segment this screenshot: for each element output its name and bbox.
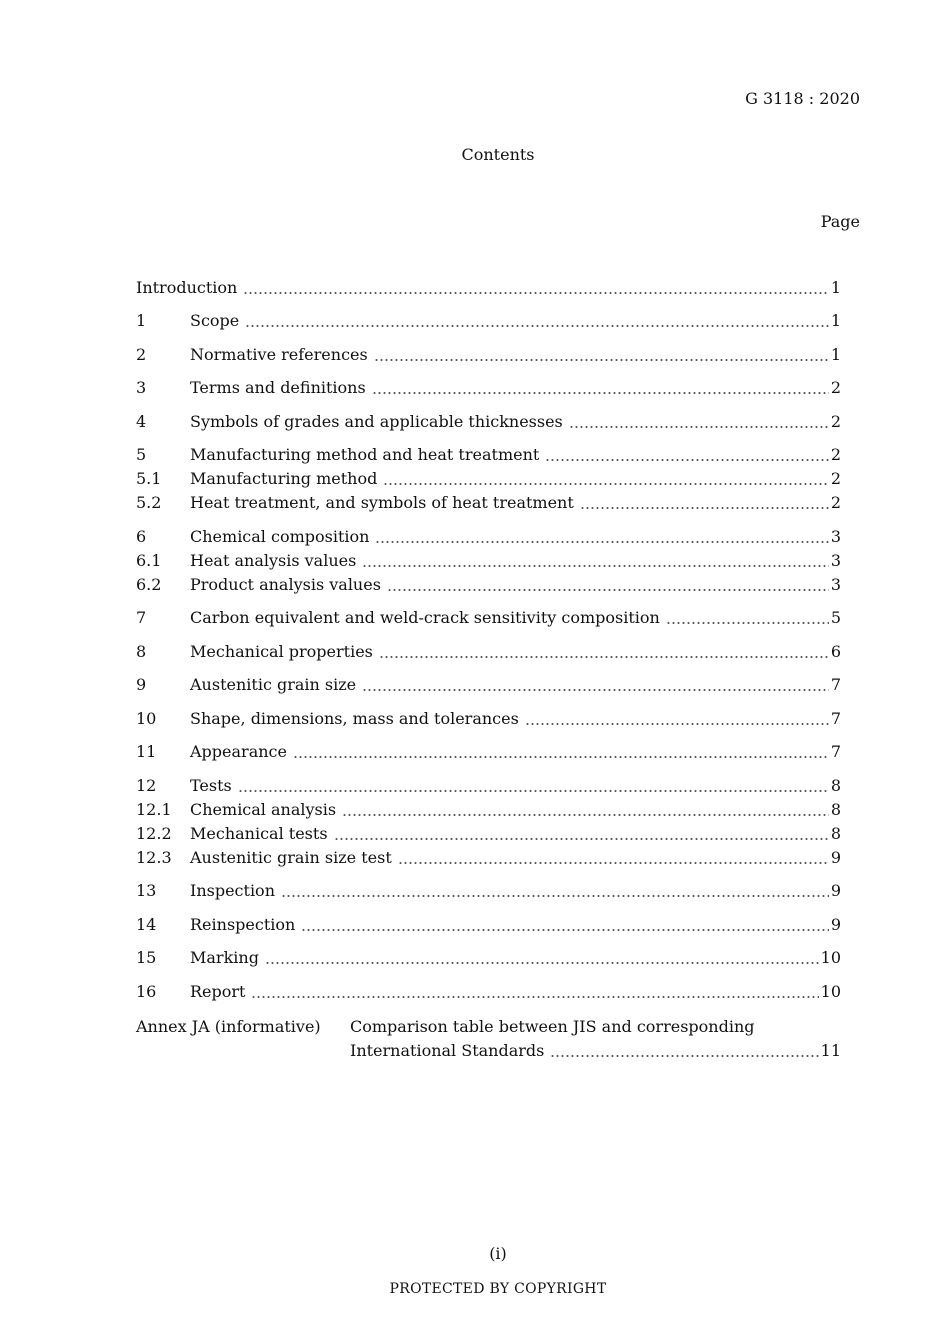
toc-entry[interactable] xyxy=(136,742,841,762)
toc-entry[interactable] xyxy=(136,469,841,489)
toc-entry-number: 5 xyxy=(136,445,147,464)
toc-entry-title: Marking xyxy=(190,948,259,967)
toc-entry-number: 1 xyxy=(136,311,147,330)
toc-entry-page: 9 xyxy=(830,848,841,867)
dot-leader xyxy=(238,776,829,796)
toc-entry-page: 1 xyxy=(830,345,841,364)
page-title: Contents xyxy=(461,145,535,164)
toc-entry-number: 15 xyxy=(136,948,157,967)
toc-entry-number: 12 xyxy=(136,776,157,795)
toc-entry-title: Inspection xyxy=(190,881,275,900)
toc-entry-number: 7 xyxy=(136,608,147,627)
toc-entry-page: 2 xyxy=(830,412,841,431)
toc-entry-page: 7 xyxy=(830,675,841,694)
toc-entry-number: 14 xyxy=(136,915,157,934)
toc-entry-title: Product analysis values xyxy=(190,575,381,594)
dot-leader xyxy=(374,345,829,365)
toc-entry-page: 8 xyxy=(830,776,841,795)
dot-leader xyxy=(545,445,829,465)
toc-entry-title: Carbon equivalent and weld-crack sensitivity composition xyxy=(190,608,660,627)
toc-entry-title: Normative references xyxy=(190,345,368,364)
toc-entry-title: Shape, dimensions, mass and tolerances xyxy=(190,709,519,728)
dot-leader xyxy=(265,948,819,968)
annex-title-line-2: International Standards xyxy=(350,1041,545,1060)
toc-entry-title: Terms and definitions xyxy=(190,378,366,397)
toc-entry[interactable] xyxy=(136,642,841,662)
toc-entry-number: 3 xyxy=(136,378,147,397)
toc-entry-title: Mechanical properties xyxy=(190,642,373,661)
annex-label: Annex JA (informative) xyxy=(136,1017,321,1036)
toc-entry-page: 8 xyxy=(830,800,841,819)
toc-entry[interactable] xyxy=(136,709,841,729)
dot-leader xyxy=(362,675,829,695)
toc-entry[interactable] xyxy=(136,675,841,695)
toc-entry-title: Scope xyxy=(190,311,240,330)
toc-entry-title: Manufacturing method and heat treatment xyxy=(190,445,540,464)
toc-entry-page: 3 xyxy=(830,575,841,594)
toc-entry-number: 8 xyxy=(136,642,147,661)
toc-entry-page: 3 xyxy=(830,551,841,570)
toc-entry-page: 7 xyxy=(830,742,841,761)
toc-entry-page: 2 xyxy=(830,469,841,488)
toc-entry-number: 4 xyxy=(136,412,147,431)
toc-entry-number: 13 xyxy=(136,881,157,900)
toc-entry-page: 2 xyxy=(830,378,841,397)
toc-entry-number: 5.1 xyxy=(136,469,162,488)
toc-entry-page: 6 xyxy=(830,642,841,661)
toc-entry-title: Chemical composition xyxy=(190,527,370,546)
toc-entry[interactable] xyxy=(136,551,841,571)
page-folio: (i) xyxy=(489,1244,507,1263)
toc-entry[interactable] xyxy=(136,848,841,868)
toc-entry[interactable] xyxy=(136,445,841,465)
toc-entry-title: Introduction xyxy=(136,278,238,297)
dot-leader xyxy=(301,915,829,935)
toc-entry[interactable] xyxy=(136,948,841,968)
toc-entry[interactable] xyxy=(136,311,841,331)
toc-entry-page: 1 xyxy=(830,311,841,330)
toc-entry-number: 6.2 xyxy=(136,575,162,594)
toc-entry-number: 9 xyxy=(136,675,147,694)
toc-entry-number: 12.2 xyxy=(136,824,172,843)
toc-entry-number: 11 xyxy=(136,742,157,761)
dot-leader xyxy=(379,642,829,662)
toc-entry-page: 9 xyxy=(830,881,841,900)
dot-leader xyxy=(372,378,829,398)
toc-entry-title: Report xyxy=(190,982,246,1001)
toc-entry-title: Mechanical tests xyxy=(190,824,328,843)
toc-entry-page: 8 xyxy=(830,824,841,843)
dot-leader xyxy=(387,575,829,595)
toc-entry[interactable] xyxy=(136,412,841,432)
toc-entry-page: 5 xyxy=(830,608,841,627)
toc-entry[interactable] xyxy=(136,608,841,628)
toc-entry-number: 10 xyxy=(136,709,157,728)
toc-entry-number: 6.1 xyxy=(136,551,162,570)
toc-entry[interactable] xyxy=(136,378,841,398)
dot-leader xyxy=(569,412,829,432)
toc-entry-page: 1 xyxy=(830,278,841,297)
toc-entry-page: 7 xyxy=(830,709,841,728)
dot-leader xyxy=(375,527,828,547)
toc-entry-page: 10 xyxy=(820,982,841,1001)
toc-entry[interactable] xyxy=(136,345,841,365)
toc-entry-title: Appearance xyxy=(190,742,287,761)
toc-entry-number: 6 xyxy=(136,527,147,546)
toc-entry[interactable] xyxy=(136,493,841,513)
toc-entry-page: 2 xyxy=(830,493,841,512)
toc-entry-page: 10 xyxy=(820,948,841,967)
copyright-notice: PROTECTED BY COPYRIGHT xyxy=(389,1281,607,1297)
annex-page: 11 xyxy=(820,1041,841,1060)
toc-entry[interactable] xyxy=(136,527,841,547)
toc-entry-number: 12.3 xyxy=(136,848,172,867)
dot-leader xyxy=(398,848,829,868)
document-id: G 3118 : 2020 xyxy=(745,89,860,108)
dot-leader xyxy=(362,551,828,571)
toc-entry-title: Heat treatment, and symbols of heat treatment xyxy=(190,493,574,512)
page-column-label: Page xyxy=(820,212,860,231)
dot-leader xyxy=(251,982,818,1002)
toc-entry-number: 2 xyxy=(136,345,147,364)
dot-leader xyxy=(580,493,829,513)
dot-leader xyxy=(525,709,829,729)
toc-entry-number: 16 xyxy=(136,982,157,1001)
toc-entry-number: 12.1 xyxy=(136,800,172,819)
toc-entry-page: 2 xyxy=(830,445,841,464)
toc-entry-title: Tests xyxy=(190,776,232,795)
dot-leader xyxy=(281,881,829,901)
toc-entry-title: Austenitic grain size xyxy=(190,675,357,694)
toc-entry-page: 9 xyxy=(830,915,841,934)
toc-entry-page: 3 xyxy=(830,527,841,546)
toc-entry-title: Symbols of grades and applicable thicknesses xyxy=(190,412,563,431)
toc-entry-number: 5.2 xyxy=(136,493,162,512)
toc-entry[interactable] xyxy=(136,800,841,820)
dot-leader xyxy=(550,1039,818,1063)
dot-leader xyxy=(666,608,829,628)
toc-entry[interactable] xyxy=(136,881,841,901)
dot-leader xyxy=(342,800,829,820)
dot-leader xyxy=(245,311,829,331)
toc-entry[interactable] xyxy=(136,982,841,1002)
annex-title-line-1: Comparison table between JIS and corresponding xyxy=(350,1017,755,1036)
toc-entry-title: Austenitic grain size test xyxy=(190,848,392,867)
toc-entry-title: Chemical analysis xyxy=(190,800,337,819)
toc-entry-title: Heat analysis values xyxy=(190,551,357,570)
toc-entry[interactable] xyxy=(136,575,841,595)
toc-entry-title: Manufacturing method xyxy=(190,469,378,488)
toc-entry[interactable] xyxy=(136,776,841,796)
toc-entry[interactable] xyxy=(136,915,841,935)
dot-leader xyxy=(383,469,828,489)
dot-leader xyxy=(334,824,829,844)
toc-entry-introduction[interactable] xyxy=(136,278,841,298)
toc-entry-title: Reinspection xyxy=(190,915,296,934)
dot-leader xyxy=(243,278,828,298)
dot-leader xyxy=(293,742,829,762)
toc-entry[interactable] xyxy=(136,824,841,844)
